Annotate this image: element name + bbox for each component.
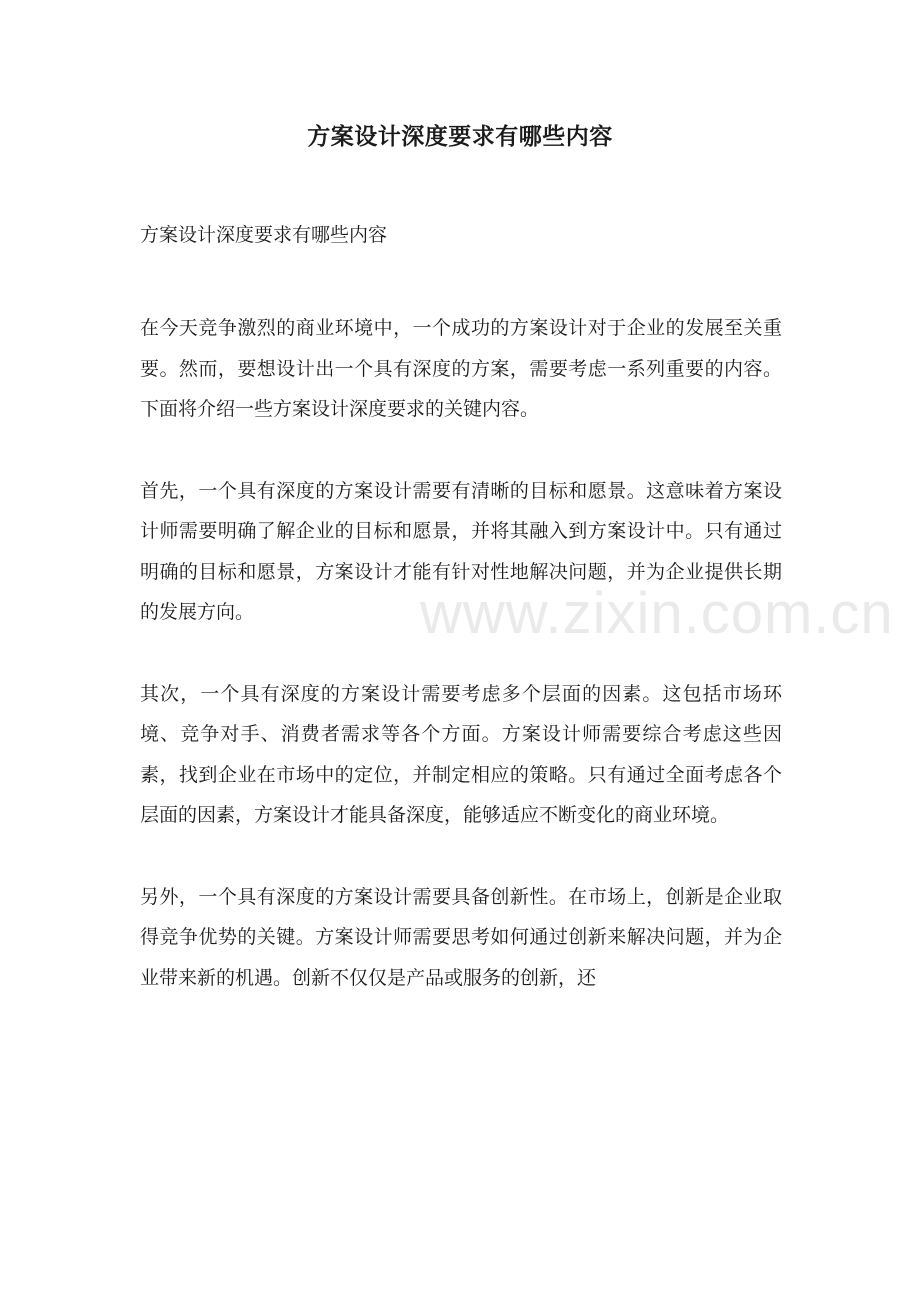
- paragraph-second: 其次，一个具有深度的方案设计需要考虑多个层面的因素。这包括市场环境、竞争对手、消费者需求等各个方面。方案设计师需要综合考虑这些因素，找到企业在市场中的定位，并制定相应的策略。只有通过全面考虑各个层面的因素，方案设计才能具备深度，能够适应不断变化的商业环境。: [140, 682, 782, 826]
- watermark: www.zixin.com.cn: [420, 581, 894, 646]
- paragraph-first: 首先，一个具有深度的方案设计需要有清晰的目标和愿景。这意味着方案设计师需要明确了解企业的目标和愿景，并将其融入到方案设计中。只有通过明确的目标和愿景，方案设计才能有针对性地解决问题，并为企业提供长期的发展方向。: [140, 479, 782, 623]
- document-title: 方案设计深度要求有哪些内容: [307, 123, 613, 150]
- document-body: [140, 308, 782, 1039]
- document-subtitle: 方案设计深度要求有哪些内容: [140, 224, 388, 246]
- paragraph-intro: 在今天竞争激烈的商业环境中，一个成功的方案设计对于企业的发展至关重要。然而，要想设计出一个具有深度的方案，需要考虑一系列重要的内容。下面将介绍一些方案设计深度要求的关键内容。: [140, 317, 782, 420]
- paragraph-third: 另外，一个具有深度的方案设计需要具备创新性。在市场上，创新是企业取得竞争优势的关键。方案设计师需要思考如何通过创新来解决问题，并为企业带来新的机遇。创新不仅仅是产品或服务的创新，还: [140, 885, 782, 989]
